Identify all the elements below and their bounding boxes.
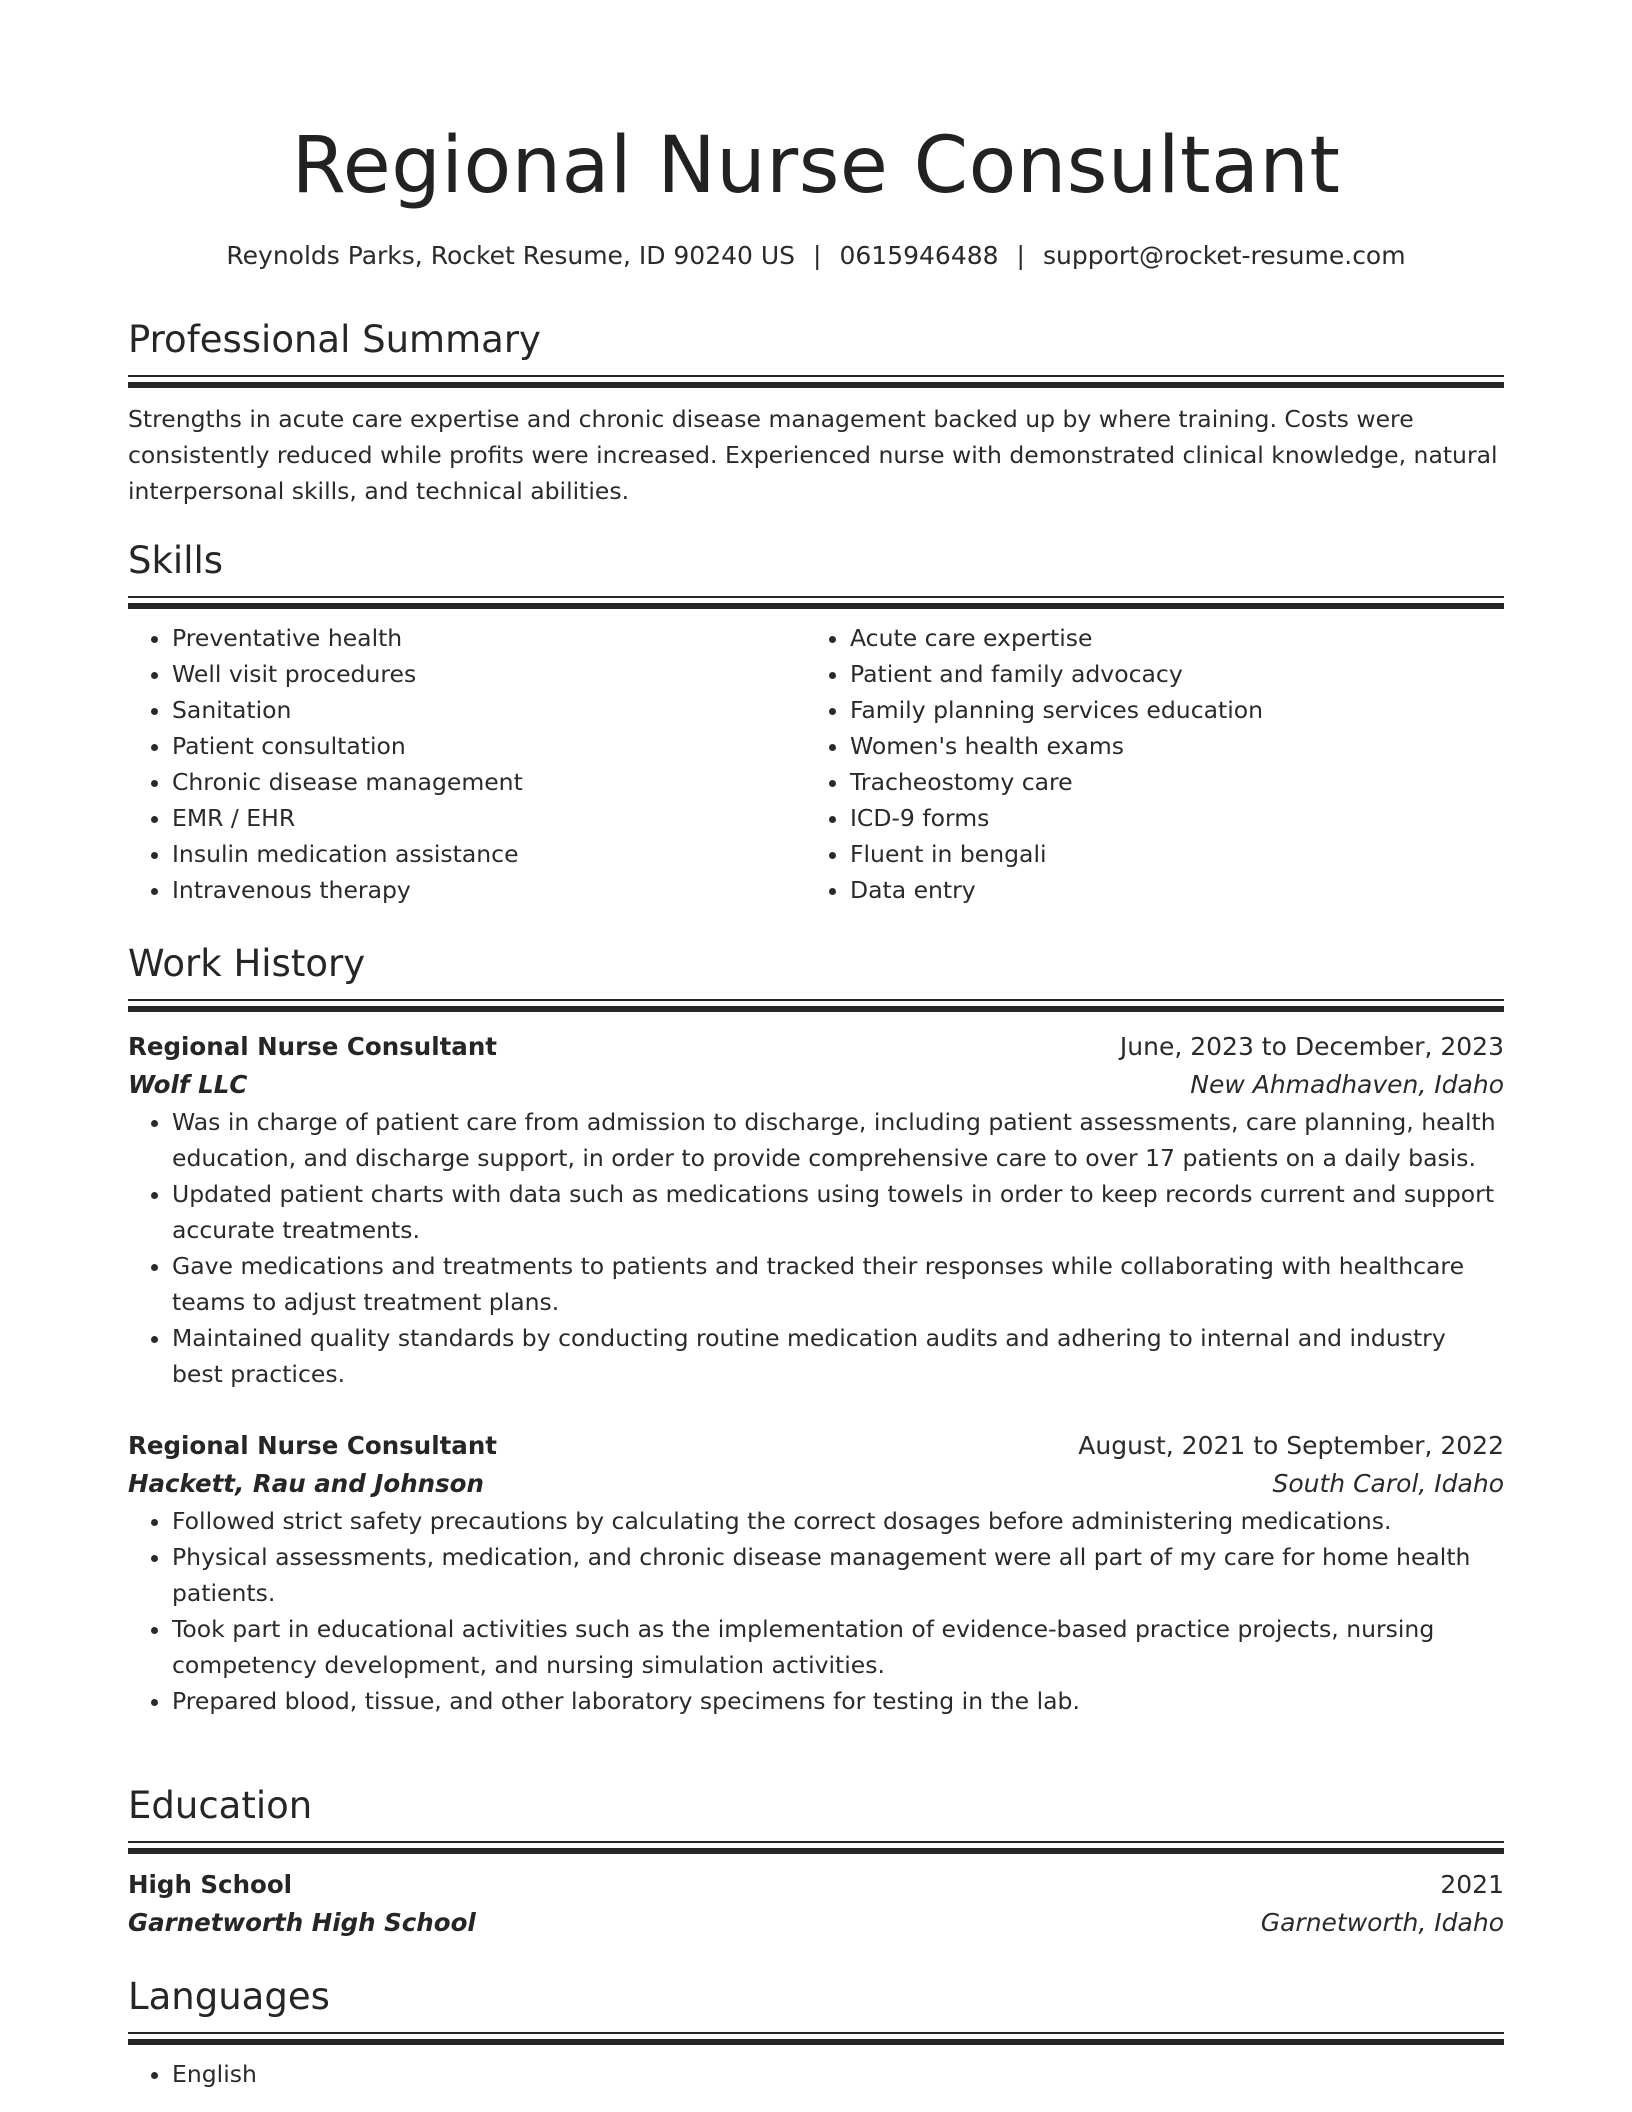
section-divider <box>128 2032 1504 2046</box>
contact-separator: | <box>813 241 822 270</box>
education-location: Garnetworth, Idaho <box>1260 1908 1504 1937</box>
skill-item: • Well visit procedures <box>172 656 806 692</box>
education-degree: High School <box>128 1870 293 1899</box>
section-divider <box>128 596 1504 610</box>
skill-item: • Intravenous therapy <box>172 872 806 908</box>
resume-name-heading: Regional Nurse Consultant <box>291 121 1341 211</box>
job-dates: August, 2021 to September, 2022 <box>1078 1431 1504 1460</box>
education-title: Education <box>128 1784 313 1827</box>
job-bullet: • Physical assessments, medication, and chronic disease management were all part of my care for home health patients. <box>172 1539 1504 1611</box>
education-subheader <box>128 1904 1504 1942</box>
skills-title: Skills <box>128 539 224 582</box>
skill-item: • Tracheostomy care <box>850 764 1484 800</box>
job-bullet: • Gave medications and treatments to patients and tracked their responses while collaborating with healthcare teams to adjust treatment plans. <box>172 1248 1504 1320</box>
job-bullet: • Followed strict safety precautions by calculating the correct dosages before administering medications. <box>172 1503 1504 1539</box>
skill-item: • Patient and family advocacy <box>850 656 1484 692</box>
skills-grid <box>128 620 1504 908</box>
job-title: Regional Nurse Consultant <box>128 1032 497 1061</box>
skill-item: • ICD-9 forms <box>850 800 1484 836</box>
skill-item: • Preventative health <box>172 620 806 656</box>
skills-list-right <box>806 620 1484 908</box>
contact-separator: | <box>1016 241 1025 270</box>
skills-column-left <box>128 620 806 908</box>
skill-item: • Fluent in bengali <box>850 836 1484 872</box>
job-employer: Wolf LLC <box>128 1070 248 1099</box>
job-bullet: • Was in charge of patient care from admission to discharge, including patient assessments, care planning, health education, and discharge support, in order to provide comprehensive care to over 17 patients on a daily basis. <box>172 1104 1504 1176</box>
job-bullets <box>128 1503 1504 1719</box>
section-divider <box>128 1841 1504 1855</box>
job-entry <box>128 1427 1504 1719</box>
skill-item: • Sanitation <box>172 692 806 728</box>
skill-item: • Insulin medication assistance <box>172 836 806 872</box>
skill-item: • Data entry <box>850 872 1484 908</box>
work-history-section <box>128 940 1504 1719</box>
languages-list <box>128 2056 1504 2092</box>
language-item: • English <box>172 2056 1504 2092</box>
skill-item: • Chronic disease management <box>172 764 806 800</box>
job-bullets <box>128 1104 1504 1392</box>
education-header <box>128 1866 1504 1904</box>
summary-text: Strengths in acute care expertise and chronic disease management backed up by where training. Costs were consistently reduced while profits were increased. Experienced nurse with demonstrated clinical knowledge, natural interpersonal skills, and technical abilities. <box>128 405 1498 505</box>
education-school: Garnetworth High School <box>128 1908 476 1937</box>
job-dates: June, 2023 to December, 2023 <box>1119 1032 1504 1061</box>
job-title: Regional Nurse Consultant <box>128 1431 497 1460</box>
education-section <box>128 1782 1504 1942</box>
contact-phone: 0615946488 <box>839 241 999 270</box>
job-entry <box>128 1028 1504 1392</box>
job-bullet: • Prepared blood, tissue, and other laboratory specimens for testing in the lab. <box>172 1683 1504 1719</box>
contact-email: support@rocket-resume.com <box>1042 241 1406 270</box>
skill-item: • Acute care expertise <box>850 620 1484 656</box>
job-subheader <box>128 1066 1504 1104</box>
skills-column-right <box>806 620 1484 908</box>
skill-item: • EMR / EHR <box>172 800 806 836</box>
job-location: New Ahmadhaven, Idaho <box>1190 1070 1504 1099</box>
section-divider <box>128 375 1504 389</box>
job-employer: Hackett, Rau and Johnson <box>128 1469 484 1498</box>
contact-line <box>128 238 1504 274</box>
education-entry <box>128 1866 1504 1942</box>
job-bullet: • Maintained quality standards by conducting routine medication audits and adhering to internal and industry best practices. <box>172 1320 1504 1392</box>
languages-title: Languages <box>128 1975 330 2018</box>
work-history-title: Work History <box>128 942 366 985</box>
job-bullet: • Took part in educational activities such as the implementation of evidence-based practice projects, nursing competency development, and nursing simulation activities. <box>172 1611 1504 1683</box>
job-header <box>128 1427 1504 1465</box>
contact-address: Reynolds Parks, Rocket Resume, ID 90240 US <box>226 241 796 270</box>
job-header <box>128 1028 1504 1066</box>
education-year: 2021 <box>1440 1870 1504 1899</box>
skill-item: • Family planning services education <box>850 692 1484 728</box>
skills-list-left <box>128 620 806 908</box>
job-bullet: • Updated patient charts with data such as medications using towels in order to keep records current and support accurate treatments. <box>172 1176 1504 1248</box>
languages-section <box>128 1973 1504 2092</box>
job-subheader <box>128 1465 1504 1503</box>
skill-item: • Women's health exams <box>850 728 1484 764</box>
job-location: South Carol, Idaho <box>1272 1469 1504 1498</box>
summary-section <box>128 316 1504 509</box>
skill-item: • Patient consultation <box>172 728 806 764</box>
skills-section <box>128 537 1504 908</box>
summary-title: Professional Summary <box>128 318 541 361</box>
section-divider <box>128 999 1504 1013</box>
